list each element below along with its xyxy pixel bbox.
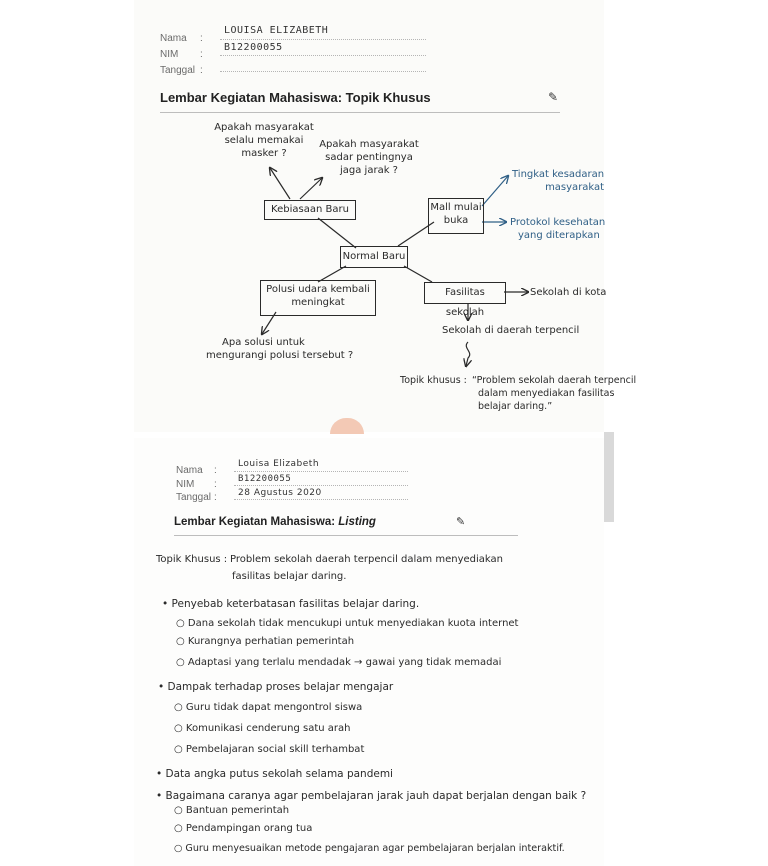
list-item: • Dampak terhadap proses belajar mengajar [158, 681, 394, 693]
tanggal-label: Tanggal [176, 492, 212, 503]
nim-label: NIM [176, 479, 195, 490]
pencil-icon: ✎ [548, 90, 559, 104]
arrow-to-jarak [300, 178, 322, 199]
list-item: • Penyebab keterbatasan fasilitas belajar daring. [162, 598, 420, 610]
sub-list-item: ○ Pendampingan orang tua [174, 823, 313, 834]
arrow-to-masker [270, 168, 290, 199]
page-title: Lembar Kegiatan Mahasiswa: Topik Khusus [160, 90, 431, 105]
colon: : [200, 65, 203, 76]
topik-khusus-line-2: fasilitas belajar daring. [232, 571, 347, 582]
question-jarak: Apakah masyarakat sadar pentingnya jaga jarak ? [319, 139, 419, 176]
node-polusi: Polusi udara kembali meningkat [260, 280, 376, 316]
sekolah-daerah-terpencil: Sekolah di daerah terpencil [442, 325, 580, 336]
page-edge [604, 432, 614, 522]
colon: : [200, 33, 203, 44]
list-item: • Data angka putus sekolah selama pandemi [156, 768, 393, 780]
mall-tingkat-kesadaran: Tingkat kesadaran masyarakat [512, 169, 605, 193]
node-normal-baru: Normal Baru [340, 246, 408, 268]
mall-protokol-kesehatan: Protokol kesehatan yang diterapkan [510, 217, 606, 241]
colon: : [214, 479, 217, 490]
colon: : [214, 492, 217, 503]
sub-list-item: ○ Pembelajaran social skill terhambat [174, 744, 365, 755]
colon: : [200, 49, 203, 60]
sub-list-item: ○ Bantuan pemerintah [174, 805, 290, 816]
sub-list-item: ○ Komunikasi cenderung satu arah [174, 723, 351, 734]
pencil-icon: ✎ [456, 515, 466, 528]
node-fasilitas: Fasilitas sekolah [424, 282, 506, 304]
nim-value: B12200055 [238, 474, 292, 484]
page-title: Lembar Kegiatan Mahasiswa: Listing [174, 516, 376, 528]
topik-khusus-line-1: Problem sekolah daerah terpencil dalam menyediakan [230, 554, 503, 565]
sub-list-item: ○ Adaptasi yang terlalu mendadak → gawai yang tidak memadai [176, 657, 502, 668]
tanggal-value: 28 Agustus 2020 [238, 488, 322, 498]
nama-rule [234, 471, 408, 472]
sub-list-item: ○ Guru tidak dapat mengontrol siswa [174, 702, 363, 713]
arrow-to-topik [466, 342, 470, 366]
nim-value: B12200055 [224, 42, 283, 53]
arrow-to-tingkat [482, 176, 508, 206]
tanggal-label: Tanggal [160, 65, 196, 76]
nama-label: Nama [160, 33, 187, 44]
topik-khusus-label: Topik Khusus : [156, 554, 228, 565]
connector-center-fasilitas [404, 266, 432, 282]
list-item: • Bagaimana caranya agar pembelajaran jarak jauh dapat berjalan dengan baik ? [156, 790, 587, 802]
sub-list-item: ○ Kurangnya perhatian pemerintah [176, 636, 355, 647]
question-solusi-polusi: Apa solusi untuk mengurangi polusi tersebut ? [206, 337, 354, 361]
question-masker: Apakah masyarakat selalu memakai masker ? [214, 122, 314, 159]
nim-label: NIM [160, 49, 179, 60]
sub-list-item: ○ Dana sekolah tidak mencukupi untuk menyediakan kuota internet [176, 618, 519, 629]
title-divider [174, 535, 518, 536]
nama-value: Louisa Elizabeth [238, 459, 320, 469]
nim-rule [234, 485, 408, 486]
topik-khusus-text: “Problem sekolah daerah terpencil dalam menyediakan fasilitas belajar daring.” [472, 375, 637, 412]
nama-label: Nama [176, 465, 203, 476]
node-kebiasaan-baru: Kebiasaan Baru [264, 200, 356, 220]
tanggal-rule [234, 499, 408, 500]
colon: : [214, 465, 217, 476]
sekolah-di-kota: Sekolah di kota [530, 287, 607, 298]
sub-list-item: ○ Guru menyesuaikan metode pengajaran agar pembelajaran berjalan interaktif. [174, 843, 565, 854]
connector-center-kebiasaan [318, 218, 356, 248]
nama-value: LOUISA ELIZABETH [224, 25, 329, 36]
topik-khusus-label: Topik khusus : [400, 375, 467, 386]
node-mall: Mall mulai buka [428, 198, 484, 234]
